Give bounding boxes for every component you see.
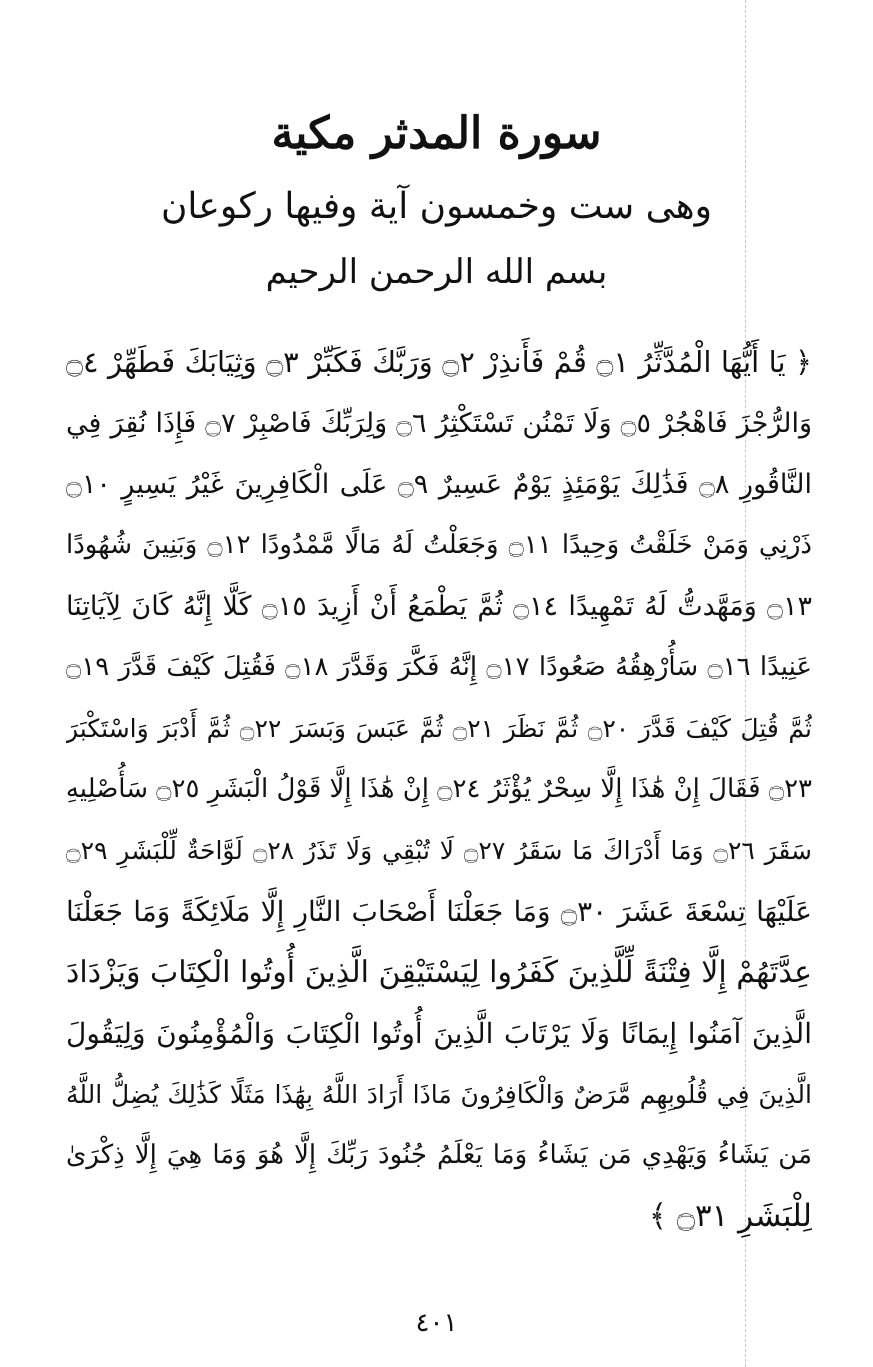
verse-line: لِلْبَشَرِ ۝٣١ ﴾ [648,1198,812,1234]
verse-line: ﴿ يَا أَيُّهَا الْمُدَّثِّرُ ۝١ قُمْ فَأَنذِرْ ۝٢ وَرَبَّكَ فَكَبِّرْ ۝٣ وَثِيَابَكَ فَطَهِّرْ ۝٤ [66,345,812,379]
page-number: ٤٠١ [415,1308,458,1338]
verse-line: مَن يَشَاءُ وَيَهْدِي مَن يَشَاءُ وَمَا يَعْلَمُ جُنُودَ رَبِّكَ إِلَّا هُوَ وَمَا هِيَ إِلَّا ذِكْرَىٰ [66,1140,812,1170]
verse-line: عَلَيْهَا تِسْعَةَ عَشَرَ ۝٣٠ وَمَا جَعَلْنَا أَصْحَابَ النَّارِ إِلَّا مَلَائِكَةً وَمَا جَعَلْنَا [66,895,812,928]
verse-line: عَنِيدًا ۝١٦ سَأُرْهِقُهُ صَعُودًا ۝١٧ إِنَّهُ فَكَّرَ وَقَدَّرَ ۝١٨ فَقُتِلَ كَيْفَ قَدَّرَ ۝١٩ [66,652,812,682]
verse-line: الَّذِينَ فِي قُلُوبِهِم مَّرَضٌ وَالْكَافِرُونَ مَاذَا أَرَادَ اللَّهُ بِهَٰذَا مَثَلًا كَذَٰلِكَ يُضِلُّ اللَّهُ [66,1080,812,1109]
verses-block [66,332,812,1247]
verse-line: سَقَرَ ۝٢٦ وَمَا أَدْرَاكَ مَا سَقَرُ ۝٢٧ لَا تُبْقِي وَلَا تَذَرُ ۝٢٨ لَوَّاحَةٌ لِّلْبَشَرِ ۝٢٩ [66,836,812,865]
verse-line: ثُمَّ قُتِلَ كَيْفَ قَدَّرَ ۝٢٠ ثُمَّ نَظَرَ ۝٢١ ثُمَّ عَبَسَ وَبَسَرَ ۝٢٢ ثُمَّ أَدْبَرَ وَاسْتَكْبَرَ [66,714,812,743]
verse-line: الَّذِينَ آمَنُوا إِيمَانًا وَلَا يَرْتَابَ الَّذِينَ أُوتُوا الْكِتَابَ وَالْمُؤْمِنُونَ وَلِيَقُولَ [66,1017,812,1050]
basmala: بسم الله الرحمن الرحيم [265,252,608,292]
verse-line: ذَرْنِي وَمَنْ خَلَقْتُ وَحِيدًا ۝١١ وَجَعَلْتُ لَهُ مَالًا مَّمْدُودًا ۝١٢ وَبَنِينَ شُهُودًا [66,530,812,560]
verse-line: ۝١٣ وَمَهَّدتُّ لَهُ تَمْهِيدًا ۝١٤ ثُمَّ يَطْمَعُ أَنْ أَزِيدَ ۝١٥ كَلَّا إِنَّهُ كَانَ لِآيَاتِنَا [66,591,812,622]
verse-line: وَالرُّجْزَ فَاهْجُرْ ۝٥ وَلَا تَمْنُن تَسْتَكْثِرُ ۝٦ وَلِرَبِّكَ فَاصْبِرْ ۝٧ فَإِذَا نُقِرَ فِي [66,408,812,439]
verse-line: ۝٢٣ فَقَالَ إِنْ هَٰذَا إِلَّا سِحْرٌ يُؤْثَرُ ۝٢٤ إِنْ هَٰذَا إِلَّا قَوْلُ الْبَشَرِ ۝٢٥ سَأُصْلِيهِ [66,774,812,804]
verse-line: عِدَّتَهُمْ إِلَّا فِتْنَةً لِّلَّذِينَ كَفَرُوا لِيَسْتَيْقِنَ الَّذِينَ أُوتُوا الْكِتَابَ وَيَزْدَادَ [66,955,812,990]
verse-line: النَّاقُورِ ۝٨ فَذَٰلِكَ يَوْمَئِذٍ يَوْمٌ عَسِيرٌ ۝٩ عَلَى الْكَافِرِينَ غَيْرُ يَسِيرٍ ۝١٠ [66,469,812,500]
surah-subtitle: وهى ست وخمسون آية وفيها ركوعان [160,186,713,227]
surah-title: سورة المدثر مكية [271,108,602,159]
